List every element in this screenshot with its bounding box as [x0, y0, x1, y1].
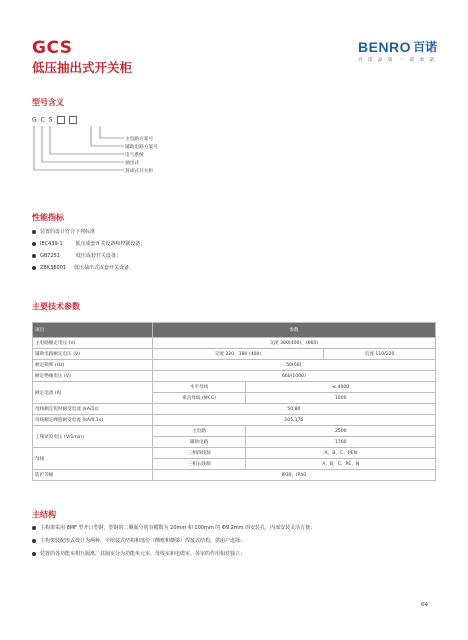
list-item: ZBK36001 低压抽出式成套开关设备。 [32, 264, 134, 271]
list-item: 主构架装配形式设计为两种，全组装式结构和部份（侧框和横梁）焊接式结构，供用户选择； [32, 537, 245, 544]
list-item: 装置的设计符合下列标准 [32, 228, 95, 235]
table-row: 辅助电路额定电压 (V) 交流 220、380 (400) 直流 110/220 [33, 349, 436, 360]
bullet-dot [32, 526, 36, 530]
performance-list [32, 228, 432, 278]
table-row: 三相五线制 A，B，C，PE，N [33, 459, 436, 470]
bullet-dot [32, 552, 36, 556]
table-row: 辅助电路 1760 [33, 437, 436, 448]
spec-table [32, 322, 436, 481]
model-box-2 [69, 116, 77, 124]
table-header-row [33, 323, 436, 338]
product-code: GCS [32, 38, 73, 58]
table-header-param: 参数 [152, 323, 435, 338]
table-header-item: 项目 [33, 323, 153, 338]
table-row: 垂直母线 (MCC) 1000 [33, 393, 436, 404]
table-row: 主电路额定电压 (V) 交流 380(400)、(660) [33, 338, 436, 349]
page-title: 低压抽出式开关柜 [32, 60, 133, 75]
page-number: 64 [421, 602, 428, 608]
logo-brand: BENRO [358, 38, 412, 55]
model-label-aux-circuit: 辅助电路方案号 [125, 145, 158, 150]
logo-tagline-right: 一 诺 承 诺 [399, 58, 436, 63]
table-row: 额定绝缘电压 (V) 660(1000) [33, 371, 436, 382]
brand-logo [358, 38, 440, 74]
model-label-main-circuit: 主电路方案号 [125, 137, 154, 142]
list-item: GB7251 低压成套开关设备； [32, 252, 121, 259]
model-label-enclosed: 封闭式开关柜 [125, 169, 154, 174]
table-row: 母线额定峰值耐受电流 (kA/0.1s) 105,176 [33, 415, 436, 426]
list-item: 装置的各功能室相互隔离，其隔室分为功能单元室、母线室和电缆室。各室的作用相对独立； [32, 550, 245, 557]
section-heading-performance: 性能指标 [32, 213, 64, 222]
bullet-dot [32, 254, 36, 258]
model-leader-lines [32, 124, 132, 182]
table-row: 工频试验电压 (V/1min) 主电路 2500 [33, 426, 436, 437]
table-row: 额定电流 (A) 水平母线 ≤ 4000 [33, 382, 436, 393]
list-item: 主构架采用 8MF 型开口型钢，型钢的二侧面分别有模数为 20mm 和 100mm 的 Φ9.2mm 的安装孔，内部安装灵活方便； [32, 524, 315, 531]
section-heading-structure: 主结构 [32, 510, 56, 519]
bullet-dot [32, 242, 36, 246]
section-heading-specs: 主要技术参数 [32, 302, 80, 311]
model-code-letters: G C S [32, 116, 54, 124]
list-item: IEC439-1 低压成套开关设备和控制设备； [32, 240, 145, 247]
model-label-drawout: 抽出式 [125, 161, 140, 166]
table-row: 额定频率 (Hz) 50(60) [33, 360, 436, 371]
model-code [32, 116, 77, 124]
model-box-1 [57, 116, 65, 124]
logo-brand-cn: 百诺 [413, 40, 438, 54]
model-label-electrical-system: 电气系统 [125, 153, 144, 158]
logo-tagline-left: 百 诺 品 质 [358, 58, 395, 63]
section-heading-model: 型号含义 [32, 98, 64, 107]
table-row: 母线 三相四线制 A、B、C、PEN [33, 448, 436, 459]
bullet-dot [32, 266, 36, 270]
table-row: 防护等级 IP30，IP40 [33, 470, 436, 481]
bullet-dot [32, 539, 36, 543]
structure-list [32, 524, 436, 574]
bullet-dot [32, 230, 36, 234]
table-row: 母线额定短时耐受电流 (kA/1s) 50,80 [33, 404, 436, 415]
